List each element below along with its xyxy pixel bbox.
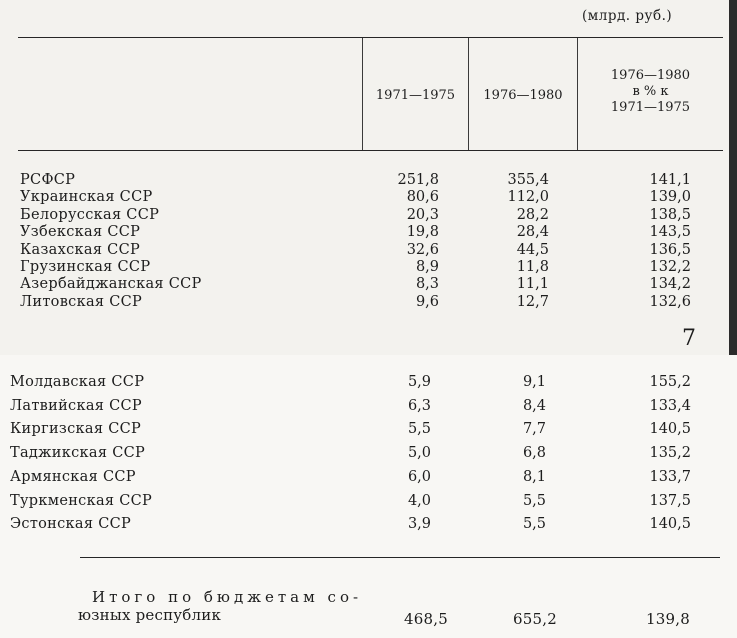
unit-label: (млрд. руб.)	[582, 8, 673, 24]
row-name: Молдавская ССР	[10, 374, 145, 390]
row-name: Латвийская ССР	[10, 397, 142, 414]
value-percent: 141,1	[649, 172, 691, 188]
value-percent: 140,5	[649, 516, 691, 533]
value-1971-1975: 19,8	[406, 224, 439, 241]
col-header-percent-line3: 1971—1975	[610, 100, 691, 115]
table-row	[0, 207, 737, 224]
row-name: Узбекская ССР	[20, 224, 141, 241]
row-name: Казахская ССР	[20, 241, 141, 258]
value-percent: 138,5	[649, 206, 691, 223]
table-row	[0, 294, 737, 311]
col-header-1976-1980: 1976—1980	[483, 88, 563, 103]
value-percent: 133,7	[649, 468, 691, 485]
value-percent: 140,5	[649, 421, 691, 438]
value-1976-1980: 11,8	[516, 259, 549, 275]
value-1971-1975: 20,3	[406, 206, 439, 223]
value-percent: 134,2	[649, 276, 691, 293]
header-bottom-rule	[18, 150, 723, 151]
row-name: Киргизская ССР	[10, 421, 142, 438]
table-row	[0, 172, 737, 189]
value-1971-1975: 8,3	[415, 276, 439, 293]
value-1971-1975: 5,9	[407, 374, 431, 390]
table-row	[0, 469, 737, 486]
value-percent: 136,5	[649, 241, 691, 258]
value-1971-1975: 80,6	[406, 189, 439, 206]
value-1976-1980: 12,7	[516, 293, 549, 310]
value-1971-1975: 32,6	[406, 241, 439, 258]
value-1976-1980: 6,8	[522, 445, 546, 462]
value-1976-1980: 5,5	[522, 492, 546, 509]
table-row	[0, 493, 737, 510]
total-rule	[80, 557, 720, 558]
row-name: Армянская ССР	[10, 468, 136, 485]
row-name: Туркменская ССР	[10, 492, 153, 509]
table-row	[0, 224, 737, 241]
value-1971-1975: 8,9	[415, 259, 439, 275]
total-value-1976-1980: 655,2	[513, 610, 557, 628]
value-1971-1975: 4,0	[407, 492, 431, 509]
value-1971-1975: 6,3	[407, 397, 431, 414]
value-1976-1980: 11,1	[516, 276, 549, 293]
value-percent: 139,0	[649, 189, 691, 206]
value-percent: 135,2	[649, 445, 691, 462]
table-row	[0, 398, 737, 415]
total-label-text1: Итого по бюджетам со-	[92, 588, 363, 606]
value-1976-1980: 28,4	[516, 224, 549, 241]
table-row	[0, 445, 737, 462]
row-name: Таджикская ССР	[10, 445, 146, 462]
value-1976-1980: 8,4	[522, 397, 546, 414]
table-row	[0, 421, 737, 438]
value-1976-1980: 5,5	[522, 516, 546, 533]
header-top-rule	[18, 37, 723, 38]
table-row	[0, 189, 737, 206]
value-1976-1980: 112,0	[507, 189, 549, 206]
row-name: Литовская ССР	[20, 293, 143, 310]
row-name: РСФСР	[20, 172, 76, 188]
value-1976-1980: 355,4	[507, 172, 549, 188]
value-percent: 155,2	[649, 374, 691, 390]
value-1976-1980: 44,5	[516, 241, 549, 258]
value-1976-1980: 8,1	[522, 468, 546, 485]
value-percent: 143,5	[649, 224, 691, 241]
col-header-1971-1975: 1971—1975	[375, 88, 456, 103]
value-1971-1975: 5,0	[407, 445, 431, 462]
value-1971-1975: 5,5	[407, 421, 431, 438]
value-1971-1975: 9,6	[415, 293, 439, 310]
row-name: Азербайджанская ССР	[20, 276, 202, 293]
value-percent: 137,5	[649, 492, 691, 509]
value-1971-1975: 3,9	[407, 516, 431, 533]
value-1971-1975: 251,8	[397, 172, 439, 188]
value-percent: 132,2	[649, 259, 691, 275]
value-1971-1975: 6,0	[407, 468, 431, 485]
table-row	[0, 276, 737, 293]
row-name: Украинская ССР	[20, 189, 153, 206]
row-name: Белорусская ССР	[20, 206, 160, 223]
total-label-line2: юзных республик	[78, 606, 222, 624]
value-1976-1980: 9,1	[522, 374, 546, 390]
page-number: 7	[682, 326, 696, 351]
value-percent: 132,6	[649, 293, 691, 310]
col-header-percent-line2: в % к	[632, 84, 669, 99]
total-value-1971-1975: 468,5	[404, 610, 448, 628]
table-row	[0, 242, 737, 259]
row-name: Эстонская ССР	[10, 516, 132, 533]
table-row	[0, 516, 737, 533]
value-1976-1980: 7,7	[522, 421, 546, 438]
col-header-percent-line1: 1976—1980	[610, 68, 691, 83]
table-row	[0, 259, 737, 276]
table-row	[0, 374, 737, 391]
total-value-percent: 139,8	[646, 610, 690, 628]
col-header-percent	[578, 68, 723, 116]
total-label-line1	[92, 588, 362, 606]
value-percent: 133,4	[649, 397, 691, 414]
row-name: Грузинская ССР	[20, 259, 151, 275]
value-1976-1980: 28,2	[516, 206, 549, 223]
